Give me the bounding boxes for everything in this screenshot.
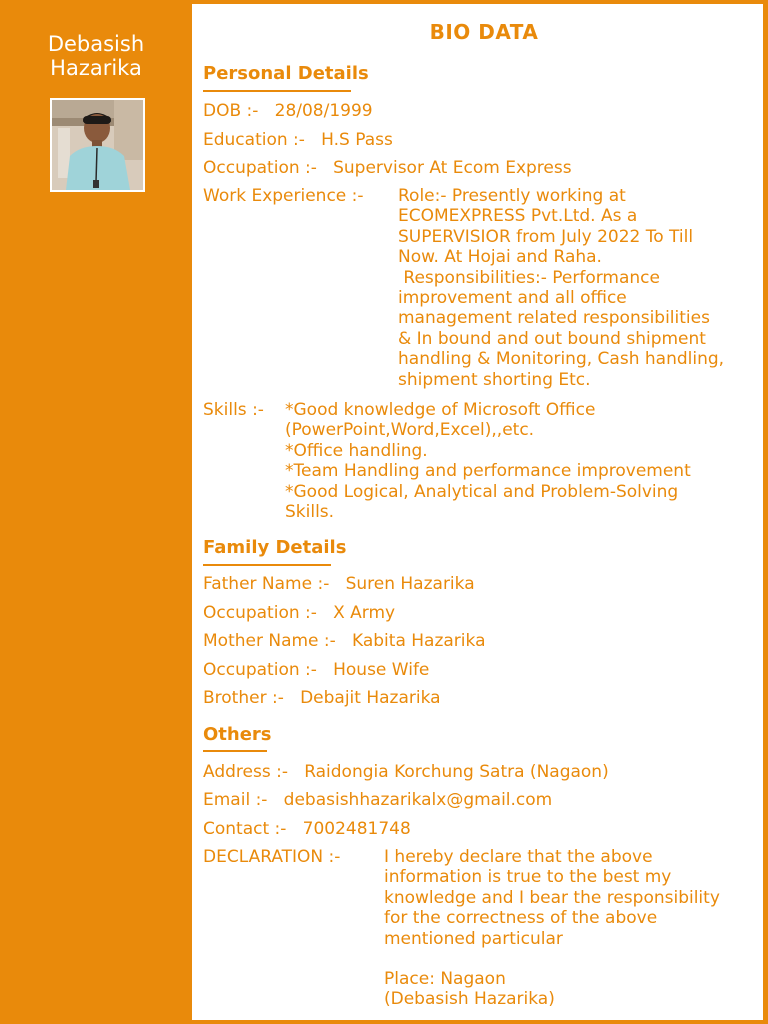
occupation-row <box>203 158 572 178</box>
father-occupation-row <box>203 603 395 623</box>
work-line: & In bound and out bound shipment <box>398 328 706 349</box>
declaration-spacer <box>384 949 720 969</box>
profile-first-name: Debasish <box>47 32 145 56</box>
signature-line: (Debasish Hazarika) <box>384 989 555 1010</box>
mother-row <box>203 631 486 651</box>
contact-value: 7002481748 <box>302 819 411 839</box>
contact-row <box>203 819 411 839</box>
family-details-underline <box>203 564 331 566</box>
skills-line: Skills. <box>285 502 335 523</box>
work-line: ECOMEXPRESS Pvt.Ltd. As a <box>398 206 638 227</box>
brother-value: Debajit Hazarika <box>300 688 441 708</box>
father-label: Father Name :- <box>203 574 330 594</box>
work-line: Role:- Presently working at <box>398 186 626 206</box>
father-row <box>203 574 475 594</box>
skills-line: (PowerPoint,Word,Excel),,etc. <box>285 420 535 441</box>
dob-value: 28/08/1999 <box>274 101 373 121</box>
work-experience-text <box>398 186 724 390</box>
education-row <box>203 130 393 150</box>
email-label: Email :- <box>203 790 268 810</box>
education-label: Education :- <box>203 130 305 150</box>
sidebar <box>0 0 192 1024</box>
email-row <box>203 790 552 810</box>
declaration-line: knowledge and I bear the responsibility <box>384 887 720 908</box>
skills-line: *Good knowledge of Microsoft Office <box>285 400 596 420</box>
skills-line: *Good Logical, Analytical and Problem-Solving <box>285 481 679 502</box>
work-line: Now. At Hojai and Raha. <box>398 247 602 268</box>
work-line: shipment shorting Etc. <box>398 369 591 390</box>
father-occupation-value: X Army <box>333 603 396 623</box>
mother-occupation-row <box>203 660 429 680</box>
skills-line: *Office handling. <box>285 440 428 461</box>
father-occupation-label: Occupation :- <box>203 603 317 623</box>
work-line: management related responsibilities <box>398 308 710 329</box>
mother-label: Mother Name :- <box>203 631 336 651</box>
occupation-value: Supervisor At Ecom Express <box>333 158 572 178</box>
skills-text <box>285 400 691 522</box>
address-value: Raidongia Korchung Satra (Nagaon) <box>304 762 609 782</box>
education-value: H.S Pass <box>321 130 393 150</box>
work-line: handling & Monitoring, Cash handling, <box>398 349 725 370</box>
mother-occupation-label: Occupation :- <box>203 660 317 680</box>
profile-name <box>0 32 192 80</box>
dob-row <box>203 101 373 121</box>
brother-row <box>203 688 441 708</box>
occupation-label: Occupation :- <box>203 158 317 178</box>
work-line: Responsibilities:- Performance <box>398 267 660 288</box>
skills-label: Skills :- <box>203 400 264 420</box>
others-underline <box>203 750 267 752</box>
others-heading: Others <box>203 724 272 745</box>
page-title: BIO DATA <box>429 20 539 44</box>
work-line: improvement and all office <box>398 288 627 309</box>
address-label: Address :- <box>203 762 288 782</box>
declaration-line: mentioned particular <box>384 928 563 949</box>
dob-label: DOB :- <box>203 101 259 121</box>
declaration-line: I hereby declare that the above <box>384 847 653 867</box>
declaration-line: information is true to the best my <box>384 867 672 888</box>
declaration-line: for the correctness of the above <box>384 908 658 929</box>
personal-details-underline <box>203 90 351 92</box>
personal-details-heading: Personal Details <box>203 63 369 84</box>
place-line: Place: Nagaon <box>384 969 506 990</box>
work-line: SUPERVISIOR from July 2022 To Till <box>398 226 694 247</box>
profile-photo <box>50 98 145 192</box>
profile-last-name: Hazarika <box>50 56 142 80</box>
declaration-text <box>384 847 720 1010</box>
mother-value: Kabita Hazarika <box>352 631 486 651</box>
mother-occupation-value: House Wife <box>333 660 430 680</box>
brother-label: Brother :- <box>203 688 284 708</box>
family-details-heading: Family Details <box>203 537 347 558</box>
declaration-label: DECLARATION :- <box>203 847 341 867</box>
email-value: debasishhazarikalx@gmail.com <box>283 790 553 810</box>
skills-line: *Team Handling and performance improvement <box>285 461 691 482</box>
address-row <box>203 762 609 782</box>
profile-photo-image <box>52 100 143 190</box>
father-value: Suren Hazarika <box>345 574 475 594</box>
bio-data-page <box>192 4 763 1020</box>
work-experience-label: Work Experience :- <box>203 186 364 206</box>
contact-label: Contact :- <box>203 819 287 839</box>
